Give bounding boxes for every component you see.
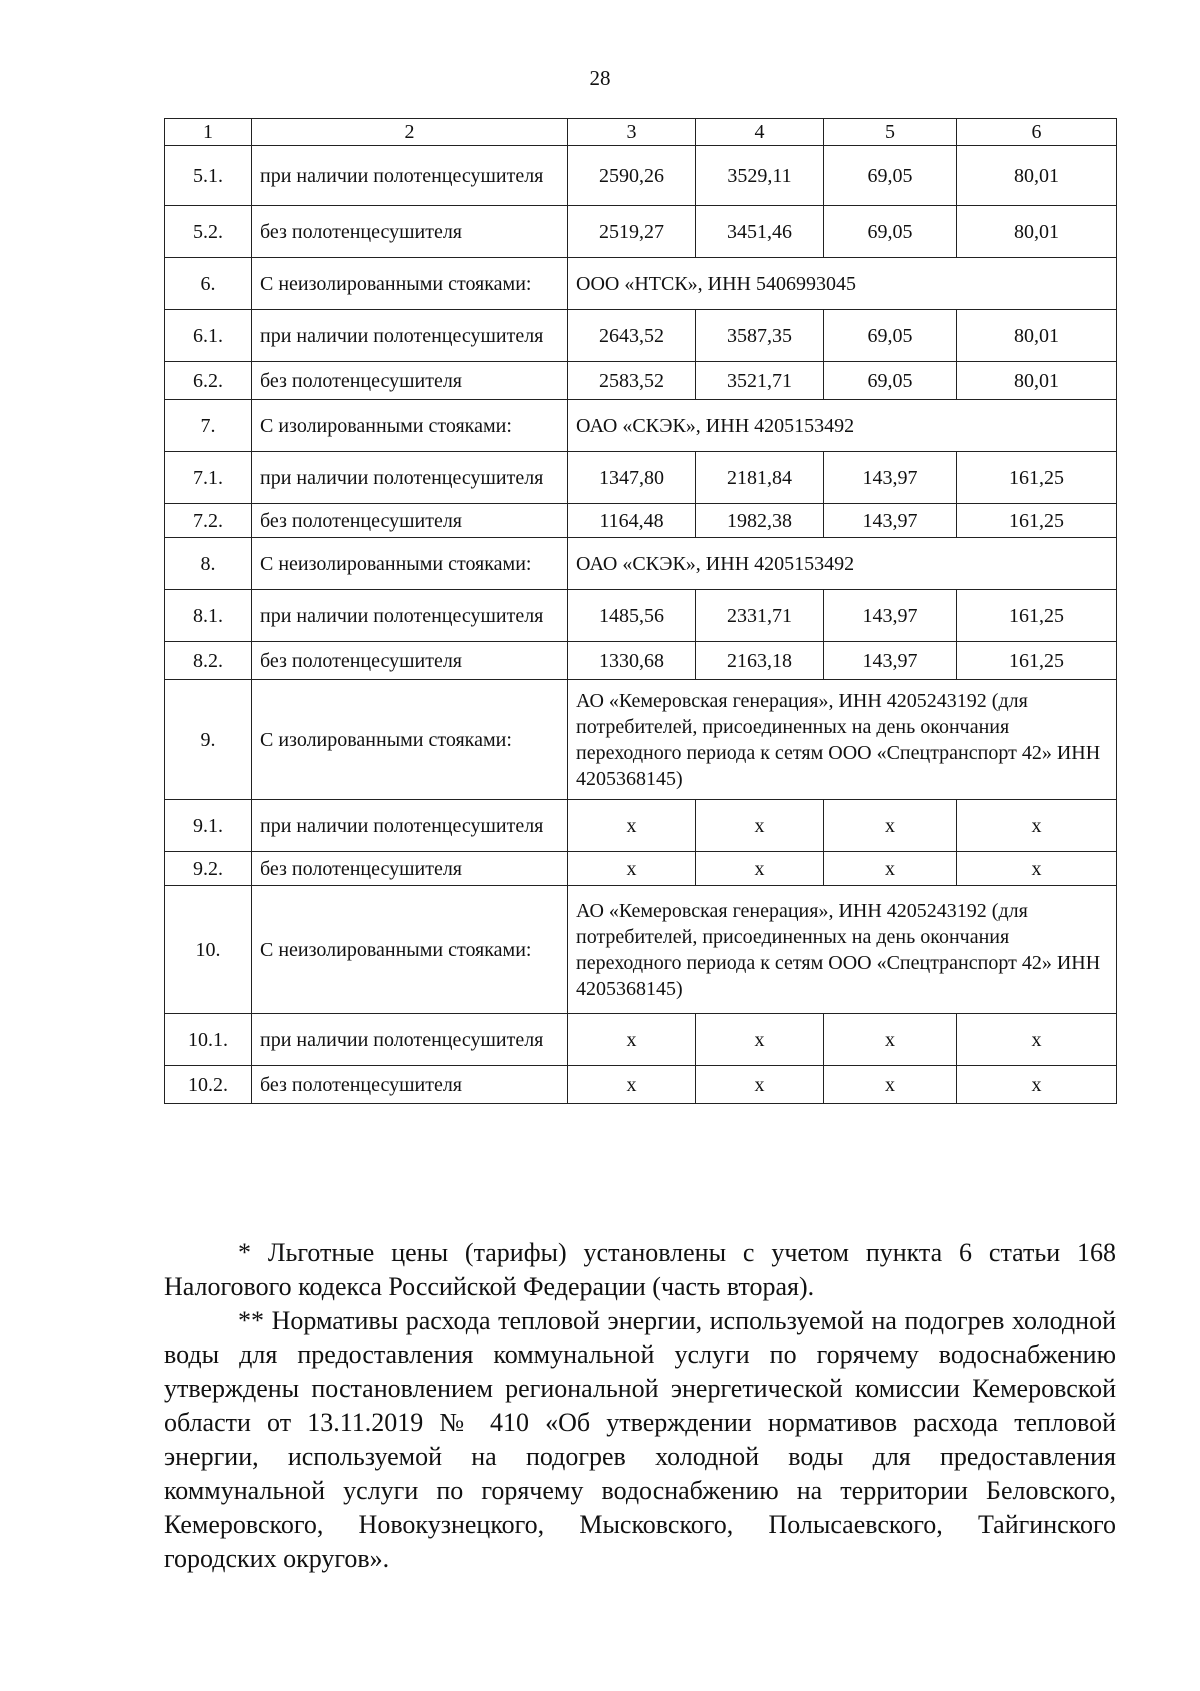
- value-cell-col4: 1982,38: [696, 504, 824, 538]
- value-cell-col6: 161,25: [957, 452, 1117, 504]
- organization-cell: ООО «НТСК», ИНН 5406993045: [568, 258, 1117, 310]
- row-name-cell: при наличии полотенцесушителя: [252, 146, 568, 206]
- value-cell-col4: х: [696, 852, 824, 886]
- value-cell-col6: 80,01: [957, 146, 1117, 206]
- value-cell-col5: 143,97: [824, 642, 957, 680]
- value-cell-col3: 1485,56: [568, 590, 696, 642]
- row-number-cell: 5.1.: [165, 146, 252, 206]
- value-cell-col3: х: [568, 1014, 696, 1066]
- value-cell-col3: х: [568, 1066, 696, 1104]
- value-cell-col4: 2181,84: [696, 452, 824, 504]
- value-cell-col5: 69,05: [824, 310, 957, 362]
- table-row-group: [165, 538, 1117, 590]
- tariff-table: [164, 118, 1117, 1104]
- table-row: [165, 852, 1117, 886]
- row-name-cell: при наличии полотенцесушителя: [252, 590, 568, 642]
- row-number-cell: 6.2.: [165, 362, 252, 400]
- value-cell-col4: 3529,11: [696, 146, 824, 206]
- value-cell-col6: х: [957, 1014, 1117, 1066]
- row-name-cell: С неизолированными стояками:: [252, 538, 568, 590]
- row-name-cell: без полотенцесушителя: [252, 1066, 568, 1104]
- value-cell-col5: 69,05: [824, 362, 957, 400]
- value-cell-col6: 161,25: [957, 504, 1117, 538]
- row-name-cell: С неизолированными стояками:: [252, 258, 568, 310]
- organization-cell: ОАО «СКЭК», ИНН 4205153492: [568, 400, 1117, 452]
- table-row: [165, 206, 1117, 258]
- value-cell-col4: 3451,46: [696, 206, 824, 258]
- tariff-table-body: [165, 119, 1117, 1104]
- value-cell-col5: х: [824, 800, 957, 852]
- value-cell-col6: х: [957, 852, 1117, 886]
- value-cell-col6: 80,01: [957, 362, 1117, 400]
- value-cell-col3: 2519,27: [568, 206, 696, 258]
- value-cell-col3: х: [568, 852, 696, 886]
- table-row: [165, 310, 1117, 362]
- table-row-group: [165, 680, 1117, 800]
- row-number-cell: 10.1.: [165, 1014, 252, 1066]
- value-cell-col6: 80,01: [957, 310, 1117, 362]
- value-cell-col4: х: [696, 1066, 824, 1104]
- row-number-cell: 7.1.: [165, 452, 252, 504]
- row-number-cell: 9.2.: [165, 852, 252, 886]
- table-row: [165, 1066, 1117, 1104]
- row-number-cell: 5.2.: [165, 206, 252, 258]
- value-cell-col5: 69,05: [824, 206, 957, 258]
- organization-cell: АО «Кемеровская генерация», ИНН 4205243192 (для потребителей, присоединенных на день окончания переходного периода к сетям ООО «Спецтранспорт 42» ИНН 4205368145): [568, 886, 1117, 1014]
- table-row: [165, 642, 1117, 680]
- value-cell-col4: х: [696, 1014, 824, 1066]
- value-cell-col3: 1164,48: [568, 504, 696, 538]
- footnote-second: ** Нормативы расхода тепловой энергии, используемой на подогрев холодной воды для предоставления коммунальной услуги по горячему водоснабжению утверждены постановлением региональной энергетической комиссии Кемеровской области от 13.11.2019 № 410 «Об утверждении нормативов расхода тепловой энергии, используемой на подогрев холодной воды для предоставления коммунальной услуги по горячему водоснабжению на территории Беловского, Кемеровского, Новокузнецкого, Мысковского, Полысаевского, Тайгинского городских округов».: [164, 1306, 1116, 1573]
- table-row: [165, 1014, 1117, 1066]
- value-cell-col3: 2643,52: [568, 310, 696, 362]
- value-cell-col6: х: [957, 1066, 1117, 1104]
- value-cell-col3: 2590,26: [568, 146, 696, 206]
- table-row: [165, 452, 1117, 504]
- row-number-cell: 7.: [165, 400, 252, 452]
- table-row-group: [165, 400, 1117, 452]
- row-name-cell: С изолированными стояками:: [252, 400, 568, 452]
- header-cell: 3: [568, 119, 696, 146]
- value-cell-col6: 161,25: [957, 590, 1117, 642]
- header-cell: 5: [824, 119, 957, 146]
- table-row: [165, 590, 1117, 642]
- row-number-cell: 8.2.: [165, 642, 252, 680]
- row-name-cell: без полотенцесушителя: [252, 504, 568, 538]
- row-number-cell: 10.: [165, 886, 252, 1014]
- value-cell-col6: х: [957, 800, 1117, 852]
- row-number-cell: 9.1.: [165, 800, 252, 852]
- value-cell-col6: 161,25: [957, 642, 1117, 680]
- value-cell-col5: х: [824, 1066, 957, 1104]
- value-cell-col5: 69,05: [824, 146, 957, 206]
- row-name-cell: без полотенцесушителя: [252, 206, 568, 258]
- header-cell: 2: [252, 119, 568, 146]
- value-cell-col4: х: [696, 800, 824, 852]
- value-cell-col5: 143,97: [824, 452, 957, 504]
- row-number-cell: 6.1.: [165, 310, 252, 362]
- value-cell-col5: 143,97: [824, 504, 957, 538]
- organization-cell: ОАО «СКЭК», ИНН 4205153492: [568, 538, 1117, 590]
- row-number-cell: 8.1.: [165, 590, 252, 642]
- row-name-cell: при наличии полотенцесушителя: [252, 800, 568, 852]
- table-row: [165, 362, 1117, 400]
- value-cell-col3: 1347,80: [568, 452, 696, 504]
- value-cell-col6: 80,01: [957, 206, 1117, 258]
- value-cell-col4: 3521,71: [696, 362, 824, 400]
- table-row: [165, 146, 1117, 206]
- header-cell: 1: [165, 119, 252, 146]
- row-name-cell: С неизолированными стояками:: [252, 886, 568, 1014]
- value-cell-col5: х: [824, 1014, 957, 1066]
- row-name-cell: при наличии полотенцесушителя: [252, 452, 568, 504]
- header-cell: 4: [696, 119, 824, 146]
- value-cell-col5: 143,97: [824, 590, 957, 642]
- row-name-cell: без полотенцесушителя: [252, 852, 568, 886]
- row-name-cell: без полотенцесушителя: [252, 642, 568, 680]
- row-number-cell: 8.: [165, 538, 252, 590]
- table-row-group: [165, 258, 1117, 310]
- row-number-cell: 10.2.: [165, 1066, 252, 1104]
- header-cell: 6: [957, 119, 1117, 146]
- table-row: [165, 504, 1117, 538]
- value-cell-col4: 2331,71: [696, 590, 824, 642]
- page-number: 28: [589, 66, 611, 90]
- row-name-cell: при наличии полотенцесушителя: [252, 310, 568, 362]
- table-row: [165, 800, 1117, 852]
- row-name-cell: без полотенцесушителя: [252, 362, 568, 400]
- value-cell-col4: 2163,18: [696, 642, 824, 680]
- organization-cell: АО «Кемеровская генерация», ИНН 4205243192 (для потребителей, присоединенных на день окончания переходного периода к сетям ООО «Спецтранспорт 42» ИНН 4205368145): [568, 680, 1117, 800]
- row-name-cell: при наличии полотенцесушителя: [252, 1014, 568, 1066]
- row-number-cell: 9.: [165, 680, 252, 800]
- row-number-cell: 7.2.: [165, 504, 252, 538]
- row-number-cell: 6.: [165, 258, 252, 310]
- value-cell-col4: 3587,35: [696, 310, 824, 362]
- value-cell-col5: х: [824, 852, 957, 886]
- value-cell-col3: 1330,68: [568, 642, 696, 680]
- value-cell-col3: х: [568, 800, 696, 852]
- row-name-cell: С изолированными стояками:: [252, 680, 568, 800]
- footnote-first: * Льготные цены (тарифы) установлены с учетом пункта 6 статьи 168 Налогового кодекса Российской Федерации (часть вторая).: [164, 1238, 1116, 1301]
- value-cell-col3: 2583,52: [568, 362, 696, 400]
- table-header-row: [165, 119, 1117, 146]
- table-row-group: [165, 886, 1117, 1014]
